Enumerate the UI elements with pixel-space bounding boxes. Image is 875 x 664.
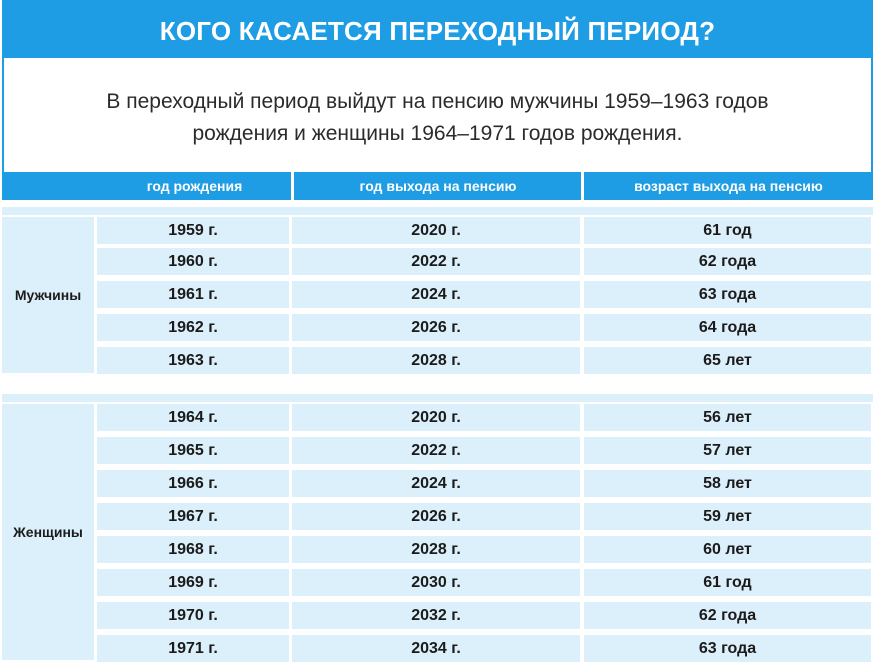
- cell-retirement-age: 60 лет: [584, 536, 871, 563]
- cell-birth-year: 1962 г.: [97, 314, 289, 341]
- cell-retirement-age: 61 год: [584, 217, 871, 244]
- cell-birth-year: 1971 г.: [97, 635, 289, 662]
- cell-retirement-year: 2028 г.: [292, 347, 580, 374]
- cell-retirement-year: 2020 г.: [292, 404, 580, 431]
- cell-retirement-year: 2024 г.: [292, 281, 580, 308]
- cell-retirement-year: 2020 г.: [292, 217, 580, 244]
- cell-retirement-age: 56 лет: [584, 404, 871, 431]
- cell-retirement-age: 59 лет: [584, 503, 871, 530]
- section-divider: [2, 394, 873, 402]
- cell-retirement-age: 63 года: [584, 281, 871, 308]
- cell-retirement-age: 61 год: [584, 569, 871, 596]
- cell-retirement-year: 2026 г.: [292, 503, 580, 530]
- cell-birth-year: 1961 г.: [97, 281, 289, 308]
- cell-retirement-year: 2028 г.: [292, 536, 580, 563]
- cell-retirement-age: 57 лет: [584, 437, 871, 464]
- header-retirement-year: год выхода на пенсию: [359, 178, 517, 194]
- intro-line-1: В переходный период выйдут на пенсию мужчины 1959–1963 годов: [106, 90, 769, 113]
- cell-retirement-year: 2026 г.: [292, 314, 580, 341]
- group-label: Мужчины: [2, 217, 94, 373]
- cell-retirement-age: 58 лет: [584, 470, 871, 497]
- cell-birth-year: 1970 г.: [97, 602, 289, 629]
- cell-retirement-year: 2022 г.: [292, 437, 580, 464]
- cell-birth-year: 1964 г.: [97, 404, 289, 431]
- intro-card: [2, 0, 873, 172]
- page-title: КОГО КАСАЕТСЯ ПЕРЕХОДНЫЙ ПЕРИОД?: [4, 2, 871, 58]
- table-header: [2, 172, 873, 200]
- section-divider: [2, 207, 873, 215]
- cell-retirement-age: 62 года: [584, 248, 871, 275]
- cell-retirement-year: 2030 г.: [292, 569, 580, 596]
- cell-birth-year: 1963 г.: [97, 347, 289, 374]
- cell-retirement-year: 2032 г.: [292, 602, 580, 629]
- cell-retirement-age: 63 года: [584, 635, 871, 662]
- cell-retirement-year: 2022 г.: [292, 248, 580, 275]
- header-birth-year: год рождения: [146, 178, 243, 194]
- header-retirement-age: возраст выхода на пенсию: [634, 178, 823, 194]
- cell-retirement-year: 2034 г.: [292, 635, 580, 662]
- cell-birth-year: 1968 г.: [97, 536, 289, 563]
- cell-birth-year: 1960 г.: [97, 248, 289, 275]
- cell-birth-year: 1966 г.: [97, 470, 289, 497]
- group-label: Женщины: [2, 404, 94, 660]
- cell-retirement-age: 62 года: [584, 602, 871, 629]
- intro-line-2: рождения и женщины 1964–1971 годов рождения.: [192, 122, 683, 145]
- cell-birth-year: 1967 г.: [97, 503, 289, 530]
- cell-retirement-age: 65 лет: [584, 347, 871, 374]
- cell-birth-year: 1969 г.: [97, 569, 289, 596]
- cell-retirement-age: 64 года: [584, 314, 871, 341]
- intro-text: [4, 86, 871, 150]
- cell-birth-year: 1965 г.: [97, 437, 289, 464]
- cell-birth-year: 1959 г.: [97, 217, 289, 244]
- cell-retirement-year: 2024 г.: [292, 470, 580, 497]
